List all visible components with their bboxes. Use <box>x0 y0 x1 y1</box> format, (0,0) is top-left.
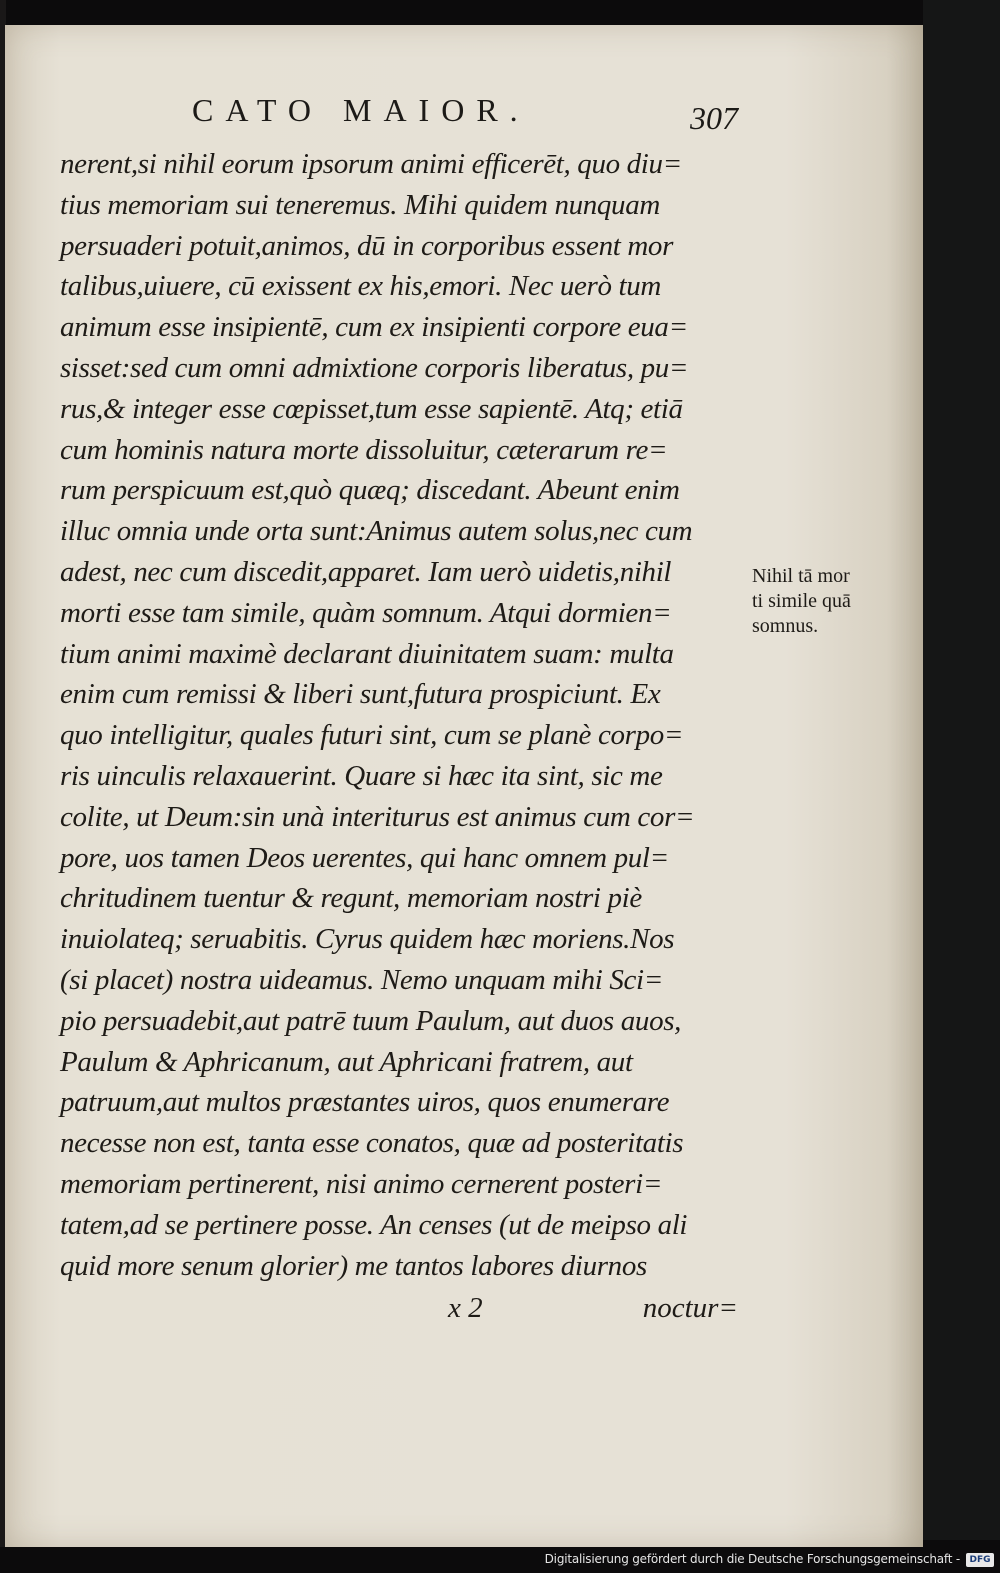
marginal-note <box>752 564 902 639</box>
text-line: enim cum remissi & liberi sunt,futura prospiciunt. Ex <box>60 678 661 711</box>
marginal-note-line: ti simile quā <box>752 590 851 612</box>
text-line: pore, uos tamen Deos uerentes, qui hanc omnem pul= <box>60 841 669 874</box>
text-line: tius memoriam sui teneremus. Mihi quidem nunquam <box>60 188 660 221</box>
marginal-note-line: somnus. <box>752 615 819 637</box>
text-line: inuiolateq; seruabitis. Cyrus quidem hæc moriens.Nos <box>60 923 675 956</box>
text-line: quo intelligitur, quales futuri sint, cum se planè corpo= <box>60 719 684 752</box>
text-line: illuc omnia unde orta sunt:Animus autem solus,nec cum <box>60 515 693 548</box>
text-line: memoriam pertinerent, nisi animo cernerent posteri= <box>60 1167 663 1200</box>
text-line: patruum,aut multos præstantes uiros, quos enumerare <box>60 1086 670 1119</box>
text-line: sisset:sed cum omni admixtione corporis liberatus, pu= <box>60 351 689 384</box>
page-number: 307 <box>690 100 738 136</box>
text-line: talibus,uiuere, cū exissent ex his,emori. Nec uerò tum <box>60 270 661 303</box>
main-text-block <box>60 144 750 1286</box>
text-line: colite, ut Deum:sin unà interiturus est animus cum cor= <box>60 800 695 833</box>
signature-mark: x 2 <box>448 1292 483 1324</box>
text-line: rus,& integer esse cœpisset,tum esse sapientē. Atq; etiā <box>60 392 683 425</box>
text-line: animum esse insipientē, cum ex insipienti corpore eua= <box>60 311 688 344</box>
text-line: persuaderi potuit,animos, dū in corporibus essent mor <box>60 229 674 262</box>
text-line: Paulum & Aphricanum, aut Aphricani fratrem, aut <box>60 1045 633 1078</box>
text-line: pio persuadebit,aut patrē tuum Paulum, aut duos auos, <box>60 1004 682 1037</box>
text-line: (si placet) nostra uideamus. Nemo unquam mihi Sci= <box>60 963 663 996</box>
text-line: adest, nec cum discedit,apparet. Iam uerò uidetis,nihil <box>60 555 672 588</box>
text-line: morti esse tam simile, quàm somnum. Atqui dormien= <box>60 596 672 629</box>
funding-credit: Digitalisierung gefördert durch die Deutsche Forschungsgemeinschaft - <box>544 1552 960 1566</box>
marginal-note-line: Nihil tā mor <box>752 565 850 587</box>
digitization-footer <box>0 1547 1000 1573</box>
page-foot <box>448 1292 738 1325</box>
text-line: ris uinculis relaxauerint. Quare si hæc ita sint, sic me <box>60 759 663 792</box>
text-line: rum perspicuum est,quò quæq; discedant. Abeunt enim <box>60 474 680 507</box>
text-line: tium animi maximè declarant diuinitatem suam: multa <box>60 637 674 670</box>
text-line: necesse non est, tanta esse conatos, quæ ad posteritatis <box>60 1127 684 1160</box>
text-line: tatem,ad se pertinere posse. An censes (ut de meipso ali <box>60 1208 688 1241</box>
running-head: CATO MAIOR. <box>192 92 530 128</box>
catchword: noctur= <box>642 1292 738 1324</box>
dfg-logo: DFG <box>966 1553 994 1567</box>
text-line: quid more senum glorier) me tantos labores diurnos <box>60 1249 647 1282</box>
text-line: cum hominis natura morte dissoluitur, cæterarum re= <box>60 433 668 466</box>
text-line: chritudinem tuentur & regunt, memoriam nostri piè <box>60 882 642 915</box>
facing-page-edge <box>923 0 1000 1540</box>
text-line: nerent,si nihil eorum ipsorum animi efficerēt, quo diu= <box>60 148 682 180</box>
